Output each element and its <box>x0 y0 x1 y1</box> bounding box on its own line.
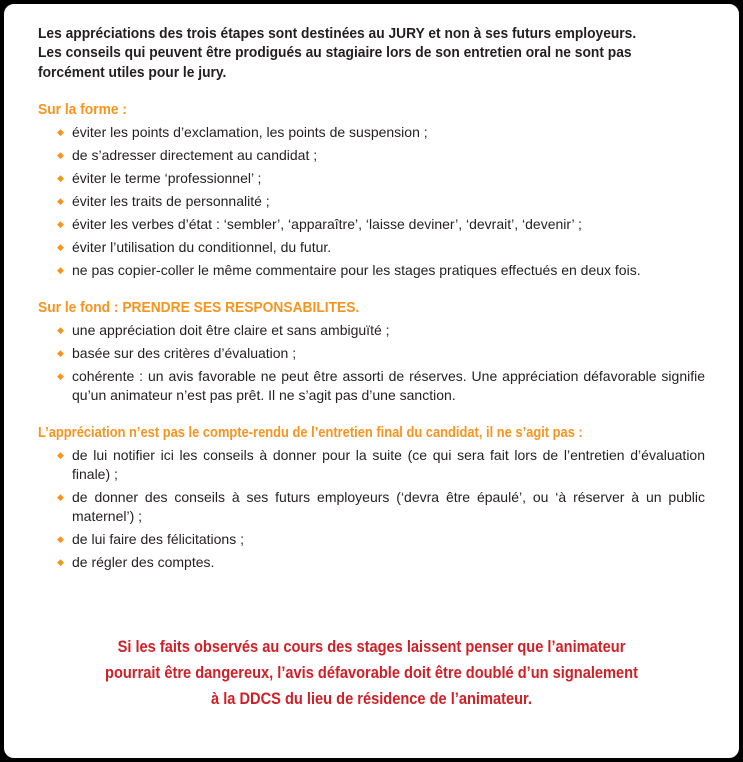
list-item <box>57 238 705 257</box>
bullet-text: ne pas copier-coller le même commentaire pour les stages pratiques effectués en deux fois. <box>72 261 641 278</box>
list-item <box>57 123 705 142</box>
list-item <box>57 146 705 165</box>
bullet-text: de s’adresser directement au candidat ; <box>72 146 318 163</box>
diamond-bullet-icon: ◆ <box>57 491 64 502</box>
diamond-bullet-icon: ◆ <box>57 264 64 275</box>
bullet-list-fond <box>38 321 705 405</box>
diamond-bullet-icon: ◆ <box>57 172 64 183</box>
diamond-bullet-icon: ◆ <box>57 218 64 229</box>
bullet-list-appreciation <box>38 446 705 572</box>
diamond-bullet-icon: ◆ <box>57 324 64 335</box>
list-item <box>57 367 705 405</box>
section-fond <box>38 298 705 405</box>
intro-line: Les appréciations des trois étapes sont destinées au JURY et non à ses futurs employeurs. <box>38 25 637 42</box>
diamond-bullet-icon: ◆ <box>57 347 64 358</box>
diamond-bullet-icon: ◆ <box>57 241 64 252</box>
section-heading-appreciation: L’appréciation n’est pas le compte-rendu de l’entretien final du candidat, il ne s’agit pas : <box>38 423 583 441</box>
danger-notice-line: Si les faits observés au cours des stages laissent penser que l’animateur <box>117 637 626 656</box>
danger-notice-line: pourrait être dangereux, l’avis défavorable doit être doublé d’un signalement <box>105 663 638 682</box>
diamond-bullet-icon: ◆ <box>57 449 64 460</box>
diamond-bullet-icon: ◆ <box>57 556 64 567</box>
bullet-text: de donner des conseils à ses futurs employeurs (‘devra être épaulé’, ou ‘à réserver à un public maternel’) ; <box>72 488 705 524</box>
list-item <box>57 446 705 484</box>
diamond-bullet-icon: ◆ <box>57 149 64 160</box>
bullet-list-forme <box>38 123 705 280</box>
diamond-bullet-icon: ◆ <box>57 195 64 206</box>
section-heading-forme: Sur la forme : <box>38 100 127 118</box>
list-item <box>57 488 705 526</box>
list-item <box>57 192 705 211</box>
bullet-text: de lui notifier ici les conseils à donner pour la suite (ce qui sera fait lors de l’entretien d’évaluation finale) ; <box>72 446 705 482</box>
diamond-bullet-icon: ◆ <box>57 370 64 381</box>
list-item <box>57 261 705 280</box>
list-item <box>57 215 705 234</box>
list-item <box>57 553 705 572</box>
bullet-text: éviter les traits de personnalité ; <box>72 192 270 209</box>
list-item <box>57 321 705 340</box>
intro-line: Les conseils qui peuvent être prodigués au stagiaire lors de son entretien oral ne sont pas <box>38 44 632 62</box>
list-item <box>57 169 705 188</box>
diamond-bullet-icon: ◆ <box>57 533 64 544</box>
section-appreciation <box>38 423 705 572</box>
bullet-text: basée sur des critères d’évaluation ; <box>72 344 297 361</box>
intro-paragraph <box>38 24 705 82</box>
danger-notice <box>4 634 739 712</box>
bullet-text: éviter l’utilisation du conditionnel, du futur. <box>72 238 332 255</box>
bullet-text: de régler des comptes. <box>72 553 215 570</box>
bullet-text: cohérente : un avis favorable ne peut être assorti de réserves. Une appréciation défavorable signifie qu’un animateur n’est pas prêt. Il ne s’agit pas d’une sanction. <box>72 367 705 403</box>
bullet-text: une appréciation doit être claire et sans ambiguïté ; <box>72 321 390 338</box>
section-heading-fond: Sur le fond : PRENDRE SES RESPONSABILITES. <box>38 298 360 316</box>
bullet-text: de lui faire des félicitations ; <box>72 530 244 547</box>
danger-notice-line: à la DDCS du lieu de résidence de l’animateur. <box>211 689 532 708</box>
intro-line: forcément utiles pour le jury. <box>38 63 227 81</box>
list-item <box>57 344 705 363</box>
bullet-text: éviter les points d’exclamation, les points de suspension ; <box>72 123 428 140</box>
diamond-bullet-icon: ◆ <box>57 126 64 137</box>
bullet-text: éviter le terme ‘professionnel’ ; <box>72 169 262 186</box>
section-forme <box>38 100 705 280</box>
list-item <box>57 530 705 549</box>
bullet-text: éviter les verbes d’état : ‘sembler’, ‘apparaître’, ‘laisse deviner’, ‘devrait’, ‘devenir’ ; <box>72 215 582 232</box>
